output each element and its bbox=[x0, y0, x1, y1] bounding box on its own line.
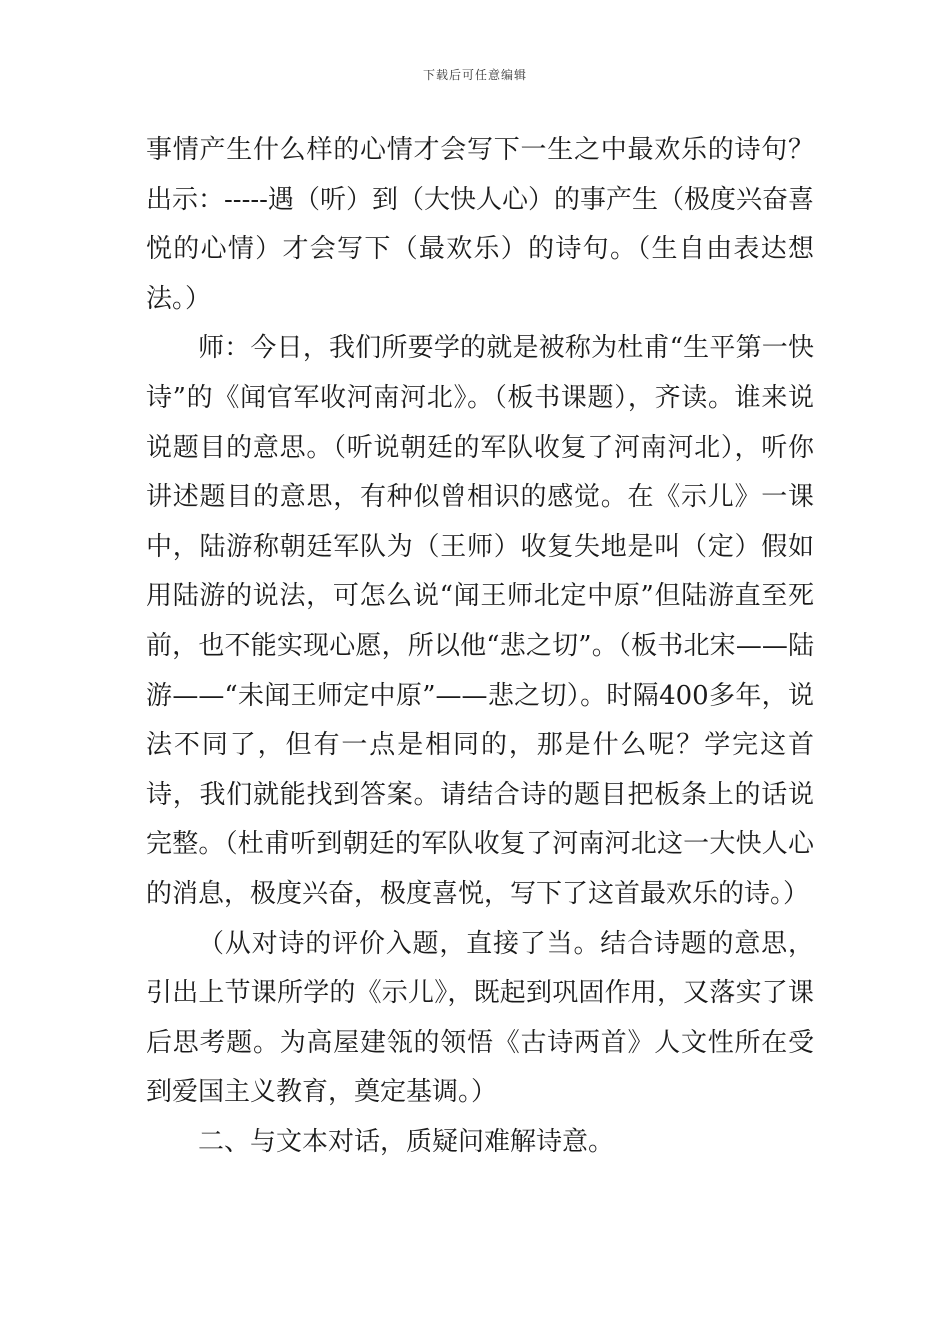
paragraph-2: 师：今日，我们所要学的就是被称为杜甫“生平第一快诗”的《闻官军收河南河北》。（板书课题），齐读。谁来说说题目的意思。（听说朝廷的军队收复了河南河北），听你讲述题目的意思，有种似曾相识的感觉。在《示儿》一课中，陆游称朝廷军队为（王师）收复失地是叫（定）假如用陆游的说法，可怎么说“闻王师北定中原”但陆游直至死前，也不能实现心愿，所以他“悲之切”。（板书北宋——陆游——“未闻王师定中原”——悲之切）。时隔400多年，说法不同了，但有一点是相同的，那是什么呢？学完这首诗，我们就能找到答案。请结合诗的题目把板条上的话说完整。（杜甫听到朝廷的军队收复了河南河北这一大快人心的消息，极度兴奋，极度喜悦，写下了这首最欢乐的诗。） bbox=[146, 333, 814, 909]
document-body bbox=[146, 126, 814, 1167]
paragraph-4: 二、与文本对话，质疑问难解诗意。 bbox=[198, 1126, 615, 1157]
paragraph-3: （从对诗的评价入题，直接了当。结合诗题的意思，引出上节课所学的《示儿》，既起到巩固作用，又落实了课后思考题。为高屋建瓴的领悟《古诗两首》人文性所在受到爱国主义教育，奠定基调。） bbox=[146, 928, 814, 1108]
paragraph-1: 事情产生什么样的心情才会写下一生之中最欢乐的诗句？出示：-----遇（听）到（大快人心）的事产生（极度兴奋喜悦的心情）才会写下（最欢乐）的诗句。（生自由表达想法。） bbox=[146, 135, 814, 314]
page-header-note: 下载后可任意编辑 bbox=[422, 68, 527, 82]
